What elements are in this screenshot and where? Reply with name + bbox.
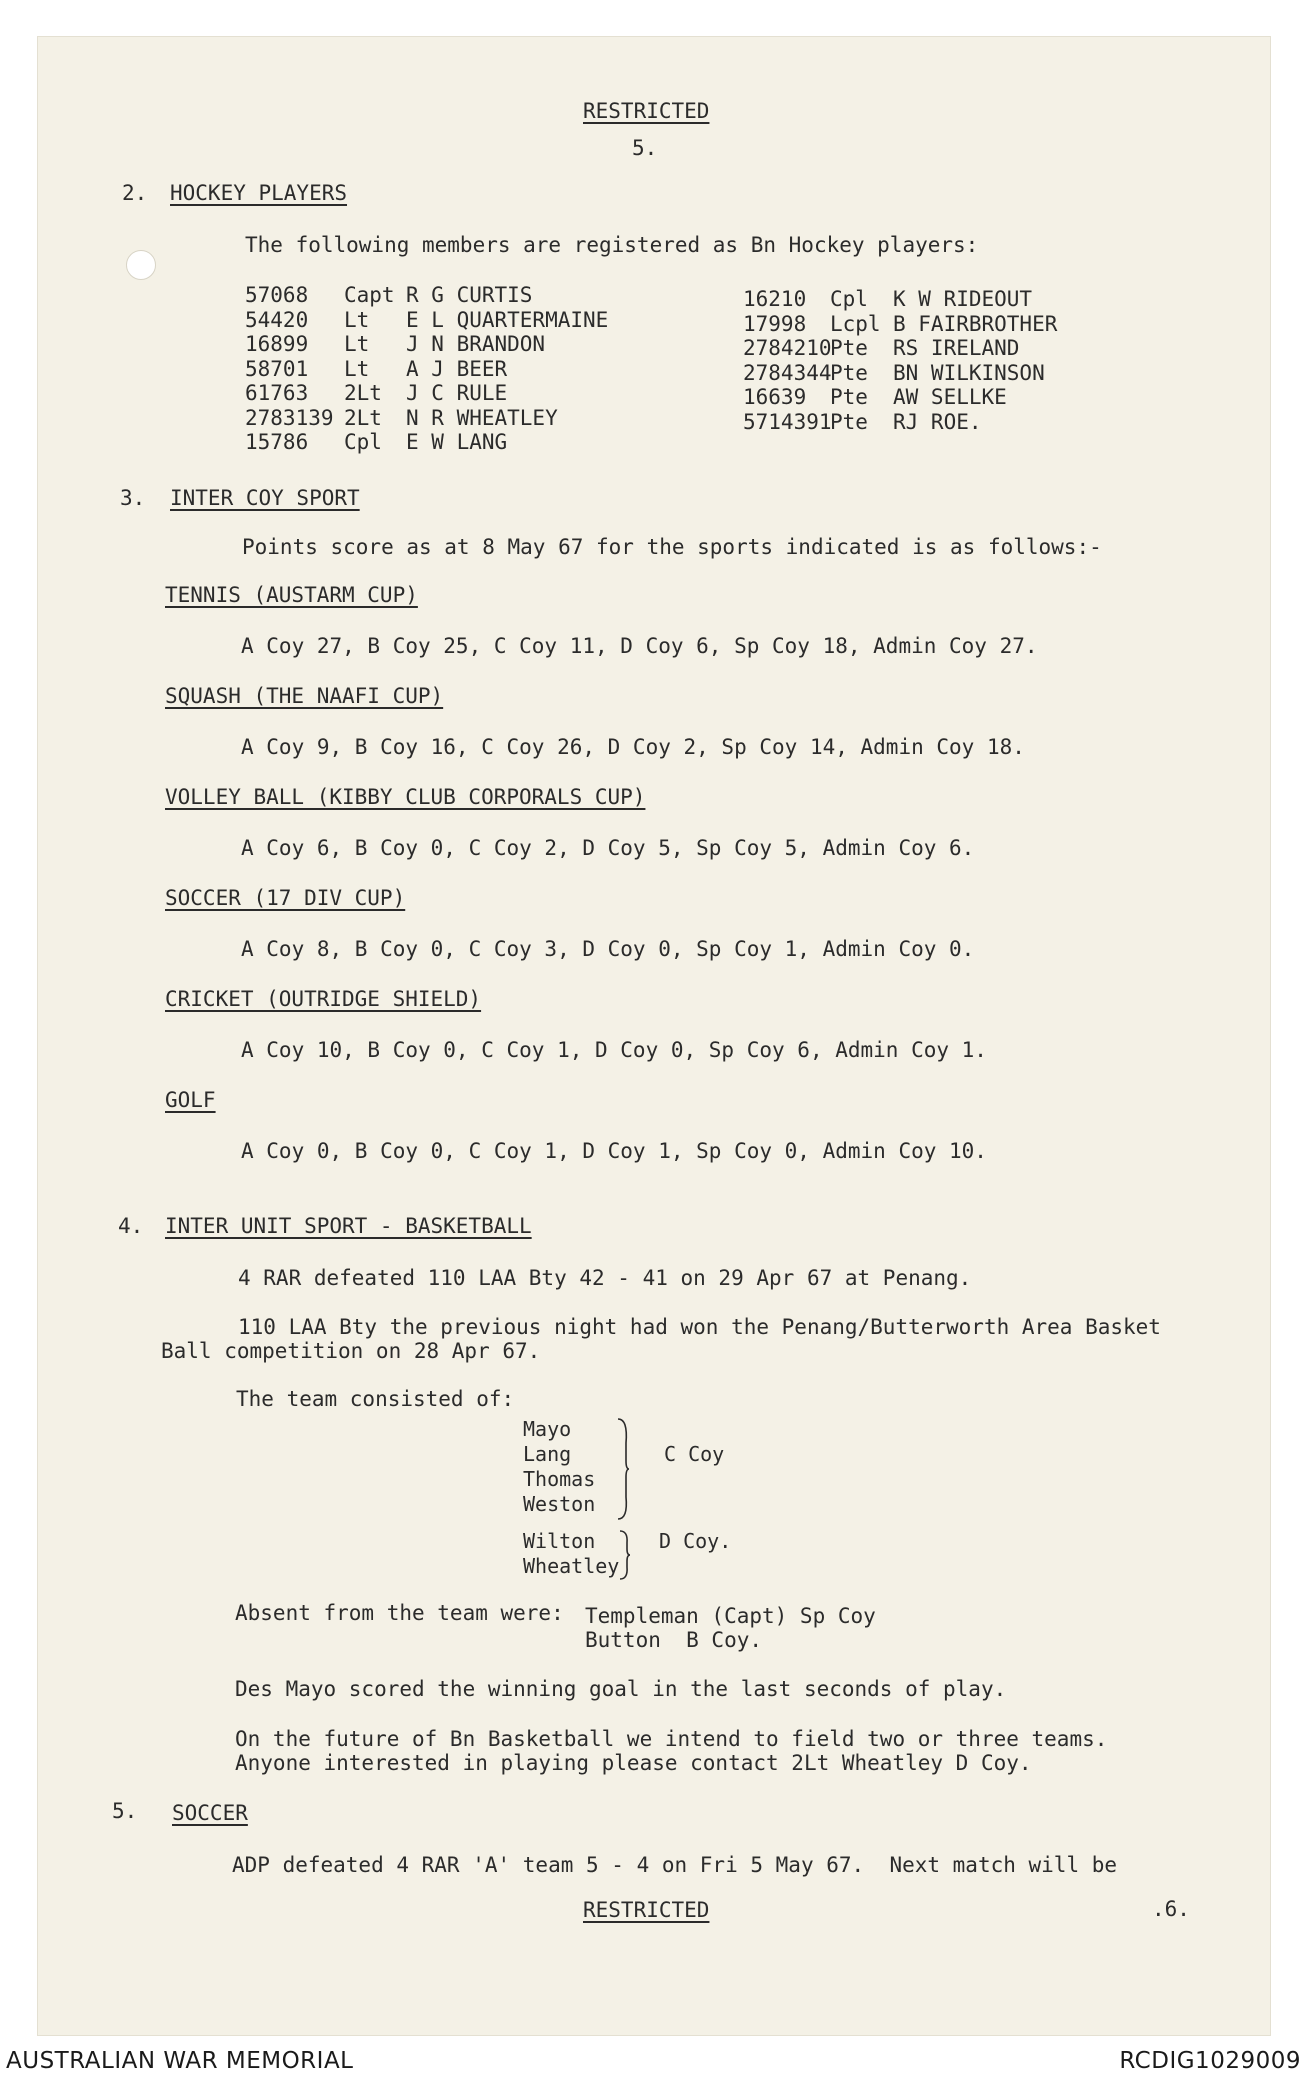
sport-title: GOLF xyxy=(165,1088,216,1112)
player-name: RS IRELAND xyxy=(893,336,1020,360)
player-rank: Lt xyxy=(344,332,370,356)
player-rank: 2Lt xyxy=(344,405,382,430)
archive-institution: AUSTRALIAN WAR MEMORIAL xyxy=(6,2048,354,2074)
team-member: Lang xyxy=(523,1442,572,1466)
player-number: 2783139 xyxy=(245,405,334,430)
sport-scores: A Coy 27, B Coy 25, C Coy 11, D Coy 6, Sp Coy 18, Admin Coy 27. xyxy=(241,634,1038,658)
sport-scores: A Coy 0, B Coy 0, C Coy 1, D Coy 1, Sp Coy 0, Admin Coy 10. xyxy=(241,1139,987,1163)
player-rank: Lt xyxy=(344,307,370,332)
team-c-coy-label: C Coy xyxy=(664,1442,725,1466)
player-number: 57068 xyxy=(245,283,309,307)
future-line-2: Anyone interested in playing please contact 2Lt Wheatley D Coy. xyxy=(235,1751,1032,1775)
player-name: J N BRANDON xyxy=(406,332,546,356)
player-number: 16639 xyxy=(743,385,807,409)
future-line-1: On the future of Bn Basketball we intend to field two or three teams. xyxy=(235,1727,1108,1751)
player-name: R G CURTIS xyxy=(406,283,533,307)
player-rank: Pte xyxy=(830,385,868,409)
sport-title: SQUASH (THE NAAFI CUP) xyxy=(165,684,444,708)
player-name: A J BEER xyxy=(406,356,508,381)
player-number: 5714391 xyxy=(743,409,832,434)
player-rank: Lcpl xyxy=(830,311,881,336)
team-member: Weston xyxy=(523,1492,596,1516)
page-number: 5. xyxy=(632,136,658,160)
team-member: Wheatley xyxy=(523,1554,620,1578)
player-number: 15786 xyxy=(245,430,309,454)
team-member: Mayo xyxy=(523,1417,572,1441)
player-name: E L QUARTERMAINE xyxy=(406,307,609,332)
player-rank: 2Lt xyxy=(344,381,382,405)
hockey-intro: The following members are registered as Bn Hockey players: xyxy=(245,233,979,257)
sport-scores: A Coy 8, B Coy 0, C Coy 3, D Coy 0, Sp Coy 1, Admin Coy 0. xyxy=(241,937,975,961)
section-number: 3. xyxy=(120,486,146,510)
player-name: BN WILKINSON xyxy=(893,360,1045,385)
team-member: Thomas xyxy=(523,1467,596,1491)
brace-d-coy xyxy=(618,1529,632,1581)
player-name: N R WHEATLEY xyxy=(406,405,558,430)
player-rank: Cpl xyxy=(344,430,382,454)
player-number: 17998 xyxy=(743,311,807,336)
sport-title: TENNIS (AUSTARM CUP) xyxy=(165,583,418,607)
classification-footer: RESTRICTED xyxy=(583,1898,710,1922)
player-name: AW SELLKE xyxy=(893,385,1007,409)
player-number: 54420 xyxy=(245,307,309,332)
basketball-previous-line2: Ball competition on 28 Apr 67. xyxy=(161,1339,541,1363)
player-rank: Capt xyxy=(344,283,395,307)
section-number: 4. xyxy=(118,1214,144,1238)
player-number: 16210 xyxy=(743,287,807,311)
absent-player-1: Templeman (Capt) Sp Coy xyxy=(585,1604,876,1628)
sport-title: VOLLEY BALL (KIBBY CLUB CORPORALS CUP) xyxy=(165,785,646,809)
section-heading-hockey: HOCKEY PLAYERS xyxy=(170,181,348,205)
player-rank: Cpl xyxy=(830,287,868,311)
archive-item-id: RCDIG1029009 xyxy=(1119,2048,1301,2074)
player-name: K W RIDEOUT xyxy=(893,287,1033,311)
brace-c-coy xyxy=(616,1417,630,1521)
sport-scores: A Coy 9, B Coy 16, C Coy 26, D Coy 2, Sp Coy 14, Admin Coy 18. xyxy=(241,735,1025,759)
team-intro: The team consisted of: xyxy=(236,1387,515,1411)
section-number: 2. xyxy=(122,181,148,205)
sport-title: SOCCER (17 DIV CUP) xyxy=(165,886,406,910)
next-page-marker: .6. xyxy=(1152,1897,1190,1921)
player-number: 16899 xyxy=(245,332,309,356)
classification-header: RESTRICTED xyxy=(583,99,710,123)
basketball-previous-line1: 110 LAA Bty the previous night had won the Penang/Butterworth Area Basket xyxy=(238,1315,1161,1339)
player-number: 2784344 xyxy=(743,360,832,385)
punch-hole xyxy=(126,250,156,280)
absent-player-2: Button B Coy. xyxy=(585,1628,763,1652)
team-d-coy-label: D Coy. xyxy=(659,1529,732,1553)
player-rank: Pte xyxy=(830,360,868,385)
absent-label: Absent from the team were: xyxy=(235,1601,564,1625)
player-number: 61763 xyxy=(245,381,309,405)
player-name: RJ ROE. xyxy=(893,409,982,434)
intercoy-intro: Points score as at 8 May 67 for the sports indicated is as follows:- xyxy=(242,535,1102,559)
section-heading-soccer: SOCCER xyxy=(172,1801,248,1825)
player-number: 58701 xyxy=(245,356,309,381)
section-heading-intercoy: INTER COY SPORT xyxy=(170,486,360,510)
sport-scores: A Coy 10, B Coy 0, C Coy 1, D Coy 0, Sp Coy 6, Admin Coy 1. xyxy=(241,1038,987,1062)
player-number: 2784210 xyxy=(743,336,832,360)
basketball-result: 4 RAR defeated 110 LAA Bty 42 - 41 on 29 Apr 67 at Penang. xyxy=(238,1266,972,1290)
player-rank: Lt xyxy=(344,356,370,381)
section-heading-interunit: INTER UNIT SPORT - BASKETBALL xyxy=(165,1214,532,1238)
player-name: B FAIRBROTHER xyxy=(893,311,1058,336)
player-name: J C RULE xyxy=(406,381,508,405)
player-name: E W LANG xyxy=(406,430,508,454)
player-rank: Pte xyxy=(830,409,868,434)
section-number: 5. xyxy=(112,1799,138,1823)
player-rank: Pte xyxy=(830,336,868,360)
sport-scores: A Coy 6, B Coy 0, C Coy 2, D Coy 5, Sp Coy 5, Admin Coy 6. xyxy=(241,836,975,860)
soccer-result: ADP defeated 4 RAR 'A' team 5 - 4 on Fri 5 May 67. Next match will be xyxy=(232,1853,1118,1877)
sport-title: CRICKET (OUTRIDGE SHIELD) xyxy=(165,987,482,1011)
team-member: Wilton xyxy=(523,1529,596,1553)
winning-goal: Des Mayo scored the winning goal in the last seconds of play. xyxy=(235,1677,1007,1701)
document-sheet xyxy=(38,37,1270,2035)
